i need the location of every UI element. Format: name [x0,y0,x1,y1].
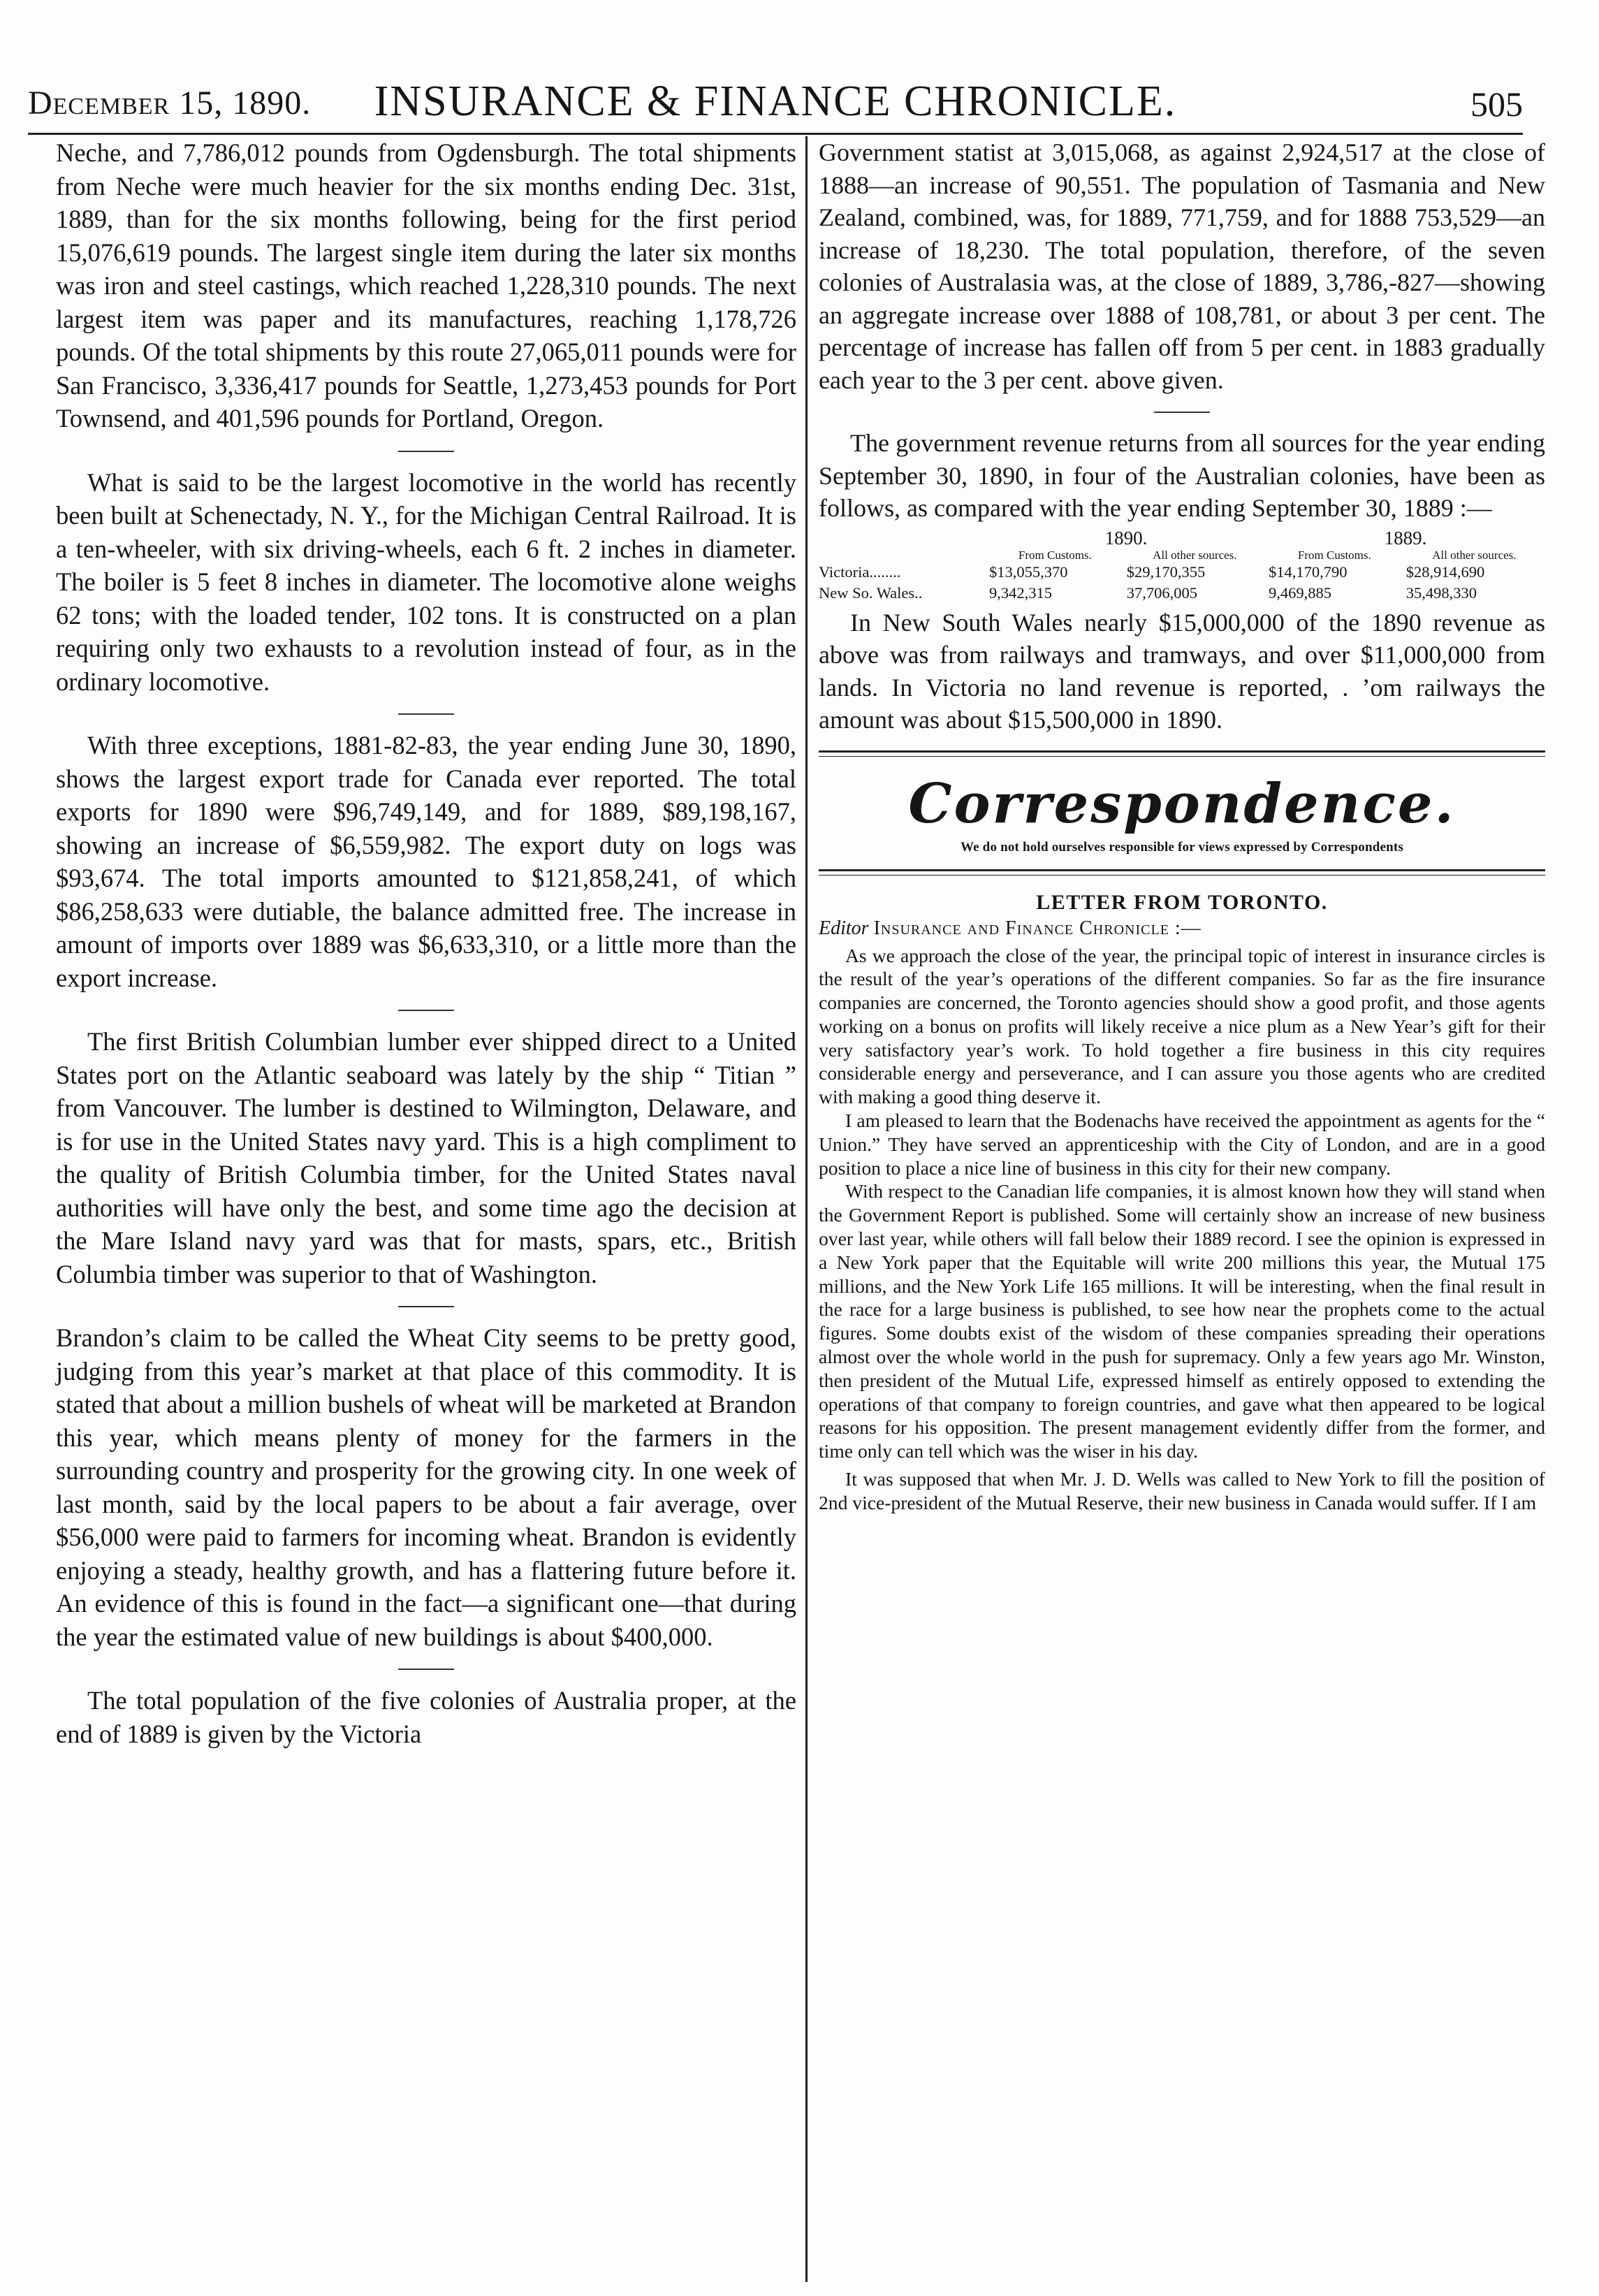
column-divider [805,136,808,2282]
section-title: Correspondence. [908,771,1456,836]
year-header: 1890. [1104,527,1148,548]
article-paragraph: Brandon’s claim to be called the Wheat City seems to be pretty good, judging from this year’s market at that place of this commodity. It is stated that about a million bushels of wheat will be marketed at Brandon this year, which means plenty of money for the farmers in the surrounding country and prosperity for the growing city. In one week of last month, said by the local papers to be about a fair average, over $56,000 were paid to farmers for incoming wheat. Brandon is evidently enjoying a steady, healthy growth, and has a flattering future before it. An evidence of this is found in the fact—a significant one—that during the year the estimated value of new buildings is about $400,000. [56,1323,796,1651]
letter-heading: LETTER FROM TORONTO. [1036,890,1328,914]
header-rule [28,133,1523,135]
table-cell: 9,342,315 [989,583,1052,602]
table-cell: 37,706,005 [1126,583,1197,602]
table-cell: $28,914,690 [1405,562,1485,581]
table-row [819,562,1545,583]
table-cell: $14,170,790 [1268,562,1348,581]
separator [398,1306,454,1307]
separator [398,1669,454,1670]
editor-prefix: Editor [819,917,869,939]
article-paragraph: In New South Wales nearly $15,000,000 of the 1890 revenue as above was from railways and tramways, and over $11,000,000 from lands. In Victoria no land revenue is reported, . ’om railways the amount was about $15,500,000 in 1890. [819,608,1545,734]
letter-paragraph: With respect to the Canadian life companies, it is almost known how they will stand when the Government Report is published. Some will certainly show an increase of new business over last year, while others will fall below their 1889 record. I see the opinion is expressed in a New York paper that the Equitable will write 200 millions this year, the Mutual 175 millions, and the New York Life 165 millions. It will be interesting, when the final result in the race for a large business is published, to see how near the prophets come to the actual figures. Some doubts exist of the wisdom of these companies spreading their operations almost over the whole world in the push for supremacy. Only a few years ago Mr. Winston, then president of the Mutual Life, expressed himself as entirely opposed to extending the operations of that company to foreign countries, and gave what then appeared to be logical reasons for his opposition. The present management evidently differ from the former, and time only can tell which was the wiser in his day. [819,1180,1545,1462]
column-header: All other sources. [1153,548,1237,562]
page-number: 505 [1470,85,1523,124]
article-paragraph: What is said to be the largest locomotive in the world has recently been built at Schenectady, N. Y., for the Michigan Central Railroad. It is a ten-wheeler, with six driving-wheels, each 6 ft. 2 inches in diameter. The boiler is 5 feet 8 inches in diameter. The locomotive alone weighs 62 tons; with the loaded tender, 102 tons. It is constructed on a plan requiring only two exhausts to a revolution instead of four, as in the ordinary locomotive. [56,467,796,696]
letter-paragraph: As we approach the close of the year, the principal topic of interest in insurance circles is the result of the year’s operations of the different companies. So far as the fire insurance companies are concerned, the Toronto agencies should show a good profit, and those agents working on a bonus on profits will likely receive a nice plum as a New Year’s gift for their very satisfactory year’s work. To hold together a fire business in this city requires considerable energy and perseverance, and I can assure you those agents who are credited with making a good thing deserve it. [819,944,1545,1108]
letter-salutation [819,917,1545,940]
right-column [819,136,1545,2282]
article-paragraph: With three exceptions, 1881-82-83, the year ending June 30, 1890, shows the largest export trade for Canada ever reported. The total exports for 1890 were $96,749,149, and for 1889, $89,198,167, showing an increase of $6,559,982. The export duty on logs was $93,674. The total imports amounted to $121,858,241, of which $86,258,633 were dutiable, the balance admitted free. The increase in amount of imports over 1889 was $6,633,310, or a little more than the export increase. [56,731,796,992]
table-cell: $13,055,370 [989,562,1068,581]
table-cell: 9,469,885 [1268,583,1331,602]
letter-paragraph: It was supposed that when Mr. J. D. Wells was called to New York to fill the position of 2nd vice-president of the Mutual Reserve, their new business in Canada would suffer. If I am [819,1468,1545,1513]
running-header [28,77,1523,126]
letter-paragraph: I am pleased to learn that the Bodenachs have received the appointment as agents for the “ Union.” They have served an apprenticeship with the City of London, and are in a good position to place a nice line of business in this city for their new company. [819,1110,1545,1179]
year-header: 1889. [1384,527,1427,548]
section-rule [819,750,1545,757]
column-header: From Customs. [1018,548,1092,562]
row-label: Victoria........ [819,562,901,581]
article-paragraph: Government statist at 3,015,068, as against 2,924,517 at the close of 1888—an increase of 90,551. The population of Tasmania and New Zealand, combined, was, for 1889, 771,759, and for 1888 753,529—an increase of 18,230. The total population, therefore, of the seven colonies of Australasia was, at the close of 1889, 3,786,-827—showing an aggregate increase over 1888 of 108,781, or about 3 per cent. The percentage of increase has fallen off from 5 per cent. in 1883 gradually each year to the 3 per cent. above given. [819,138,1545,394]
separator [398,1010,454,1011]
publication-title: INSURANCE & FINANCE CHRONICLE. [374,78,1177,125]
table-row [819,583,1545,604]
separator [398,451,454,452]
recipient: Insurance and Finance Chronicle :— [873,917,1202,939]
column-header: From Customs. [1297,548,1371,562]
column-header: All other sources. [1432,548,1517,562]
article-paragraph: The first British Columbian lumber ever shipped direct to a United States port on the Atlantic seaboard was lately by the ship “ Titian ” from Vancouver. The lumber is destined to Wilmington, Delaware, and is for use in the United States navy yard. This is a high compliment to the quality of British Columbia timber, for the United States naval authorities will have only the best, and some time ago the decision at the Mare Island navy yard was that for masts, spars, etc., British Columbia timber was superior to that of Washington. [56,1027,796,1288]
article-paragraph: Neche, and 7,786,012 pounds from Ogdensburgh. The total shipments from Neche were much heavier for the six months ending Dec. 31st, 1889, than for the six months following, being for the first period 15,076,619 pounds. The largest single item during the later six months was iron and steel castings, which reached 1,228,310 pounds. The next largest item was paper and its manufactures, reaching 1,178,726 pounds. Of the total shipments by this route 27,065,011 pounds were for San Francisco, 3,336,417 pounds for Seattle, 1,273,453 pounds for Port Townsend, and 401,596 pounds for Portland, Oregon. [56,138,796,433]
separator [398,713,454,715]
separator [1154,412,1210,413]
table-cell: $29,170,355 [1126,562,1206,581]
table-cell: 35,498,330 [1405,583,1477,602]
section-rule [819,869,1545,875]
article-paragraph: The total population of the five colonies of Australia proper, at the end of 1889 is given by the Victoria [56,1686,796,1748]
disclaimer-note: We do not hold ourselves responsible for views expressed by Correspondents [960,839,1404,855]
row-label: New So. Wales.. [819,583,923,602]
left-column [56,136,796,2282]
issue-date: December 15, 1890. [28,85,312,122]
article-paragraph: The government revenue returns from all sources for the year ending September 30, 1890, in four of the Australian colonies, have been as follows, as compared with the year ending September 30, 1889 :— [819,429,1545,522]
revenue-table [819,528,1545,604]
